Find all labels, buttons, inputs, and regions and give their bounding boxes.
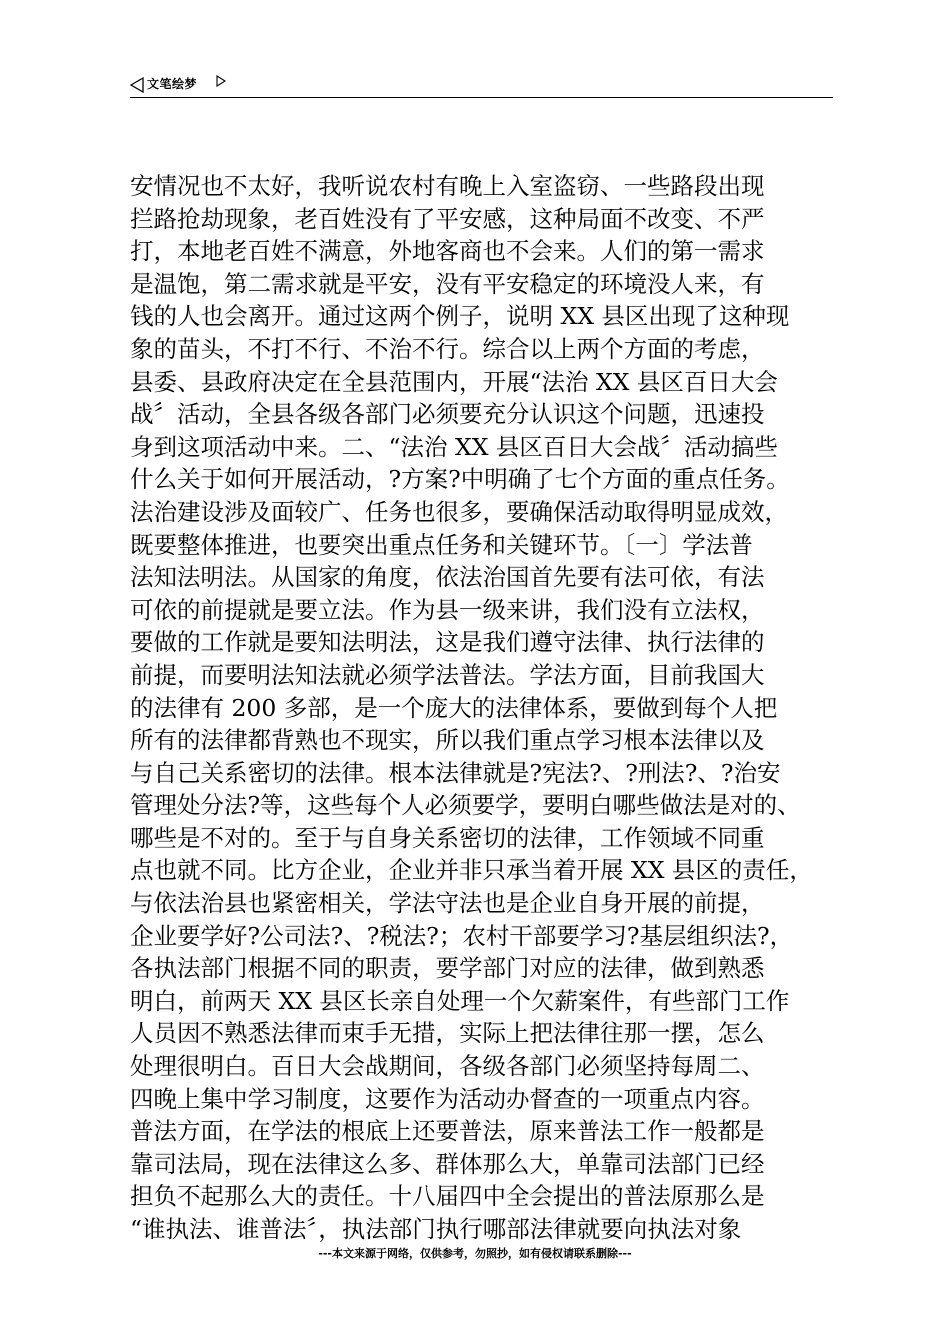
body-line: 哪些是不对的。至于与自身关系密切的法律，工作领域不同重	[130, 823, 765, 852]
body-line: 安情况也不太好，我听说农村有晚上入室盗窃、一些路段出现	[130, 172, 765, 200]
header-title: 文笔绘梦	[147, 77, 198, 91]
body-line: 拦路抢劫现象，老百姓没有了平安感，这种局面不改变、不严	[130, 204, 765, 233]
body-line: 与自己关系密切的法律。根本法律就是?宪法?、?刑法?、?治安	[130, 758, 781, 787]
body-line: 四晚上集中学习制度，这要作为活动办督查的一项重点内容。	[130, 1084, 765, 1113]
body-line: “谁执法、谁普法〞，执法部门执行哪部法律就要向执法对象	[130, 1215, 742, 1243]
body-line: 法知法明法。从国家的角度，依法治国首先要有法可依，有法	[130, 563, 765, 592]
body-line: 象的苗头，不打不行、不治不行。综合以上两个方面的考虑，	[130, 334, 765, 363]
body-line: 普法方面，在学法的根底上还要普法，原来普法工作一般都是	[130, 1117, 765, 1146]
body-line: 各执法部门根据不同的职责，要学部门对应的法律，做到熟悉	[130, 954, 765, 983]
page-header	[130, 74, 833, 98]
triangle-left-outline-icon	[130, 77, 144, 93]
body-line: 县委、县政府决定在全县范围内，开展“法治 XX 县区百日大会	[130, 367, 778, 396]
body-line: 管理处分法?等，这些每个人必须要学，要明白哪些做法是对的、	[130, 791, 801, 820]
header-divider	[130, 97, 833, 98]
triangle-right-outline-icon	[216, 75, 226, 87]
body-line: 什么关于如何开展活动，?方案?中明确了七个方面的重点任务。	[130, 465, 790, 494]
body-line: 靠司法局，现在法律这么多、群体那么大，单靠司法部门已经	[130, 1149, 765, 1178]
body-line: 所有的法律都背熟也不现实，所以我们重点学习根本法律以及	[130, 726, 765, 755]
body-line: 处理很明白。百日大会战期间，各级各部门必须坚持每周二、	[130, 1052, 765, 1081]
body-line: 是温饱，第二需求就是平安，没有平安稳定的环境没人来，有	[130, 269, 765, 298]
body-line: 法治建设涉及面较广、任务也很多，要确保活动取得明显成效，	[130, 497, 788, 526]
body-line: 战〞活动，全县各级各部门必须要充分认识这个问题，迅速投	[130, 400, 765, 429]
footer-disclaimer: ---本文来源于网络，仅供参考，勿照抄，如有侵权请联系删除---	[318, 1247, 632, 1260]
body-line: 既要整体推进，也要突出重点任务和关键环节。〔一〕学法普	[130, 530, 753, 559]
body-line: 可依的前提就是要立法。作为县一级来讲，我们没有立法权，	[130, 595, 765, 624]
document-body	[130, 170, 835, 1246]
body-line: 前提，而要明法知法就必须学法普法。学法方面，目前我国大	[130, 660, 765, 689]
body-line: 企业要学好?公司法?、?税法?；农村干部要学习?基层组织法?，	[130, 921, 794, 950]
body-line: 担负不起那么大的责任。十八届四中全会提出的普法原那么是	[130, 1182, 765, 1211]
body-line: 要做的工作就是要知法明法，这是我们遵守法律、执行法律的	[130, 628, 765, 657]
body-line: 的法律有 200 多部，是一个庞大的法律体系，要做到每个人把	[130, 693, 778, 722]
body-line: 身到这项活动中来。二、“法治 XX 县区百日大会战〞活动搞些	[130, 432, 778, 461]
body-line: 与依法治县也紧密相关，学法守法也是企业自身开展的前提，	[130, 889, 765, 918]
body-line: 打，本地老百姓不满意，外地客商也不会来。人们的第一需求	[130, 237, 765, 266]
body-line: 明白，前两天 XX 县区长亲自处理一个欠薪案件，有些部门工作	[130, 986, 790, 1015]
body-line: 人员因不熟悉法律而束手无措，实际上把法律往那一摆，怎么	[130, 1019, 765, 1048]
body-line: 钱的人也会离开。通过这两个例子，说明 XX 县区出现了这种现	[130, 302, 790, 331]
body-line: 点也就不同。比方企业，企业并非只承当着开展 XX 县区的责任，	[130, 856, 813, 885]
